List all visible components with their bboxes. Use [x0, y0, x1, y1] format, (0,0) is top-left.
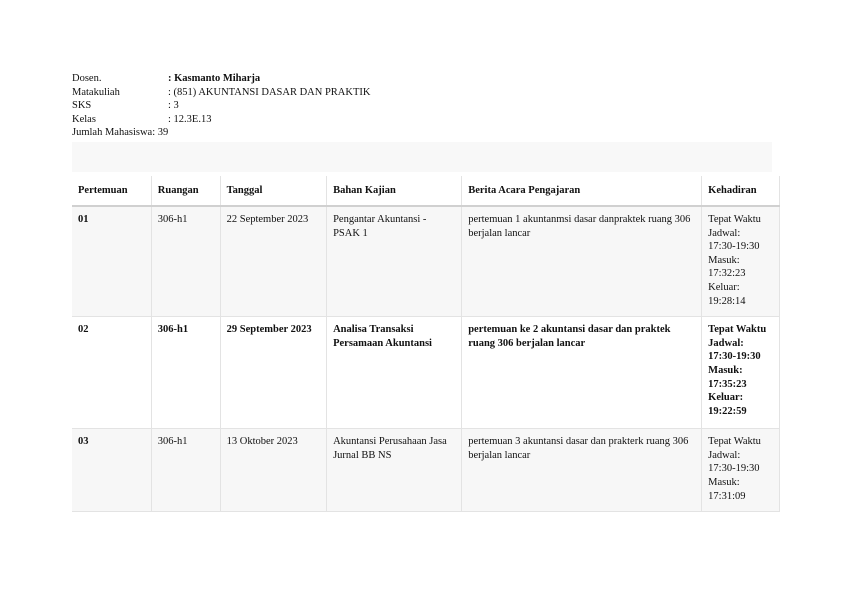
kehadiran-keluar-label: Keluar: [708, 281, 740, 293]
table-row [72, 429, 780, 512]
jumlah-value: : 39 [152, 127, 169, 139]
kehadiran-keluar-value: 19:22:59 [708, 405, 747, 417]
cell-pertemuan: 03 [72, 429, 151, 512]
course-info [72, 72, 370, 140]
kehadiran-masuk-label: Masuk: [708, 254, 740, 266]
cell-tanggal: 13 Oktober 2023 [220, 429, 326, 512]
header-pertemuan: Pertemuan [72, 176, 151, 206]
kehadiran-jadwal-label: Jadwal: [708, 337, 744, 349]
kehadiran-masuk-label: Masuk: [708, 476, 740, 488]
matakuliah-row [72, 86, 370, 100]
kehadiran-masuk-value: 17:31:09 [708, 490, 746, 502]
header-ruangan: Ruangan [151, 176, 220, 206]
cell-ruangan: 306-h1 [151, 206, 220, 317]
kehadiran-jadwal-label: Jadwal: [708, 449, 741, 461]
kehadiran-status: Tepat Waktu [708, 436, 761, 448]
header-band [72, 142, 772, 172]
cell-bahan-kajian: Pengantar Akuntansi - PSAK 1 [327, 206, 462, 317]
kehadiran-status: Tepat Waktu [708, 214, 761, 225]
cell-kehadiran [702, 429, 780, 512]
cell-tanggal: 29 September 2023 [220, 317, 326, 429]
kelas-value: : 12.3E.13 [168, 113, 212, 125]
header-berita-acara: Berita Acara Pengajaran [462, 176, 702, 206]
kehadiran-keluar-label: Keluar: [708, 392, 744, 404]
kehadiran-jadwal-value: 17:30-19:30 [708, 463, 760, 475]
header-tanggal: Tanggal [220, 176, 326, 206]
cell-bahan-kajian: Analisa Transaksi Persamaan Akuntansi [327, 317, 462, 429]
matakuliah-label: Matakuliah [72, 86, 120, 98]
cell-ruangan: 306-h1 [151, 317, 220, 429]
cell-ruangan: 306-h1 [151, 429, 220, 512]
sks-label: SKS [72, 100, 92, 112]
matakuliah-value: : (851) AKUNTANSI DASAR DAN PRAKTIK [168, 86, 371, 98]
cell-berita-acara: pertemuan ke 2 akuntansi dasar dan praktek ruang 306 berjalan lancar [462, 317, 702, 429]
jumlah-row [72, 126, 370, 140]
header-bahan-kajian: Bahan Kajian [327, 176, 462, 206]
cell-kehadiran [702, 317, 780, 429]
cell-tanggal: 22 September 2023 [220, 206, 326, 317]
dosen-label: Dosen. [72, 73, 102, 84]
jumlah-label: Jumlah Mahasiswa [72, 127, 153, 139]
kehadiran-masuk-label: Masuk: [708, 364, 743, 376]
cell-pertemuan: 02 [72, 317, 151, 429]
dosen-value: : Kasmanto Miharja [168, 73, 261, 84]
cell-berita-acara: pertemuan 1 akuntanmsi dasar danpraktek ruang 306 berjalan lancar [462, 206, 702, 317]
table-header-row [72, 176, 780, 206]
attendance-table [72, 176, 780, 512]
cell-bahan-kajian: Akuntansi Perusahaan Jasa Jurnal BB NS [327, 429, 462, 512]
kehadiran-keluar-value: 19:28:14 [708, 295, 746, 307]
table-row [72, 206, 780, 317]
kehadiran-jadwal-value: 17:30-19:30 [708, 351, 761, 363]
table-row [72, 317, 780, 429]
sks-value: : 3 [168, 100, 179, 112]
cell-pertemuan: 01 [72, 206, 151, 317]
kehadiran-masuk-value: 17:35:23 [708, 378, 747, 390]
cell-kehadiran [702, 206, 780, 317]
dosen-row [72, 72, 370, 86]
kehadiran-jadwal-value: 17:30-19:30 [708, 241, 760, 253]
kelas-row [72, 113, 370, 127]
kehadiran-jadwal-label: Jadwal: [708, 227, 741, 239]
kelas-label: Kelas [72, 113, 96, 125]
kehadiran-masuk-value: 17:32:23 [708, 268, 746, 280]
sks-row [72, 99, 370, 113]
kehadiran-status: Tepat Waktu [708, 324, 767, 336]
cell-berita-acara: pertemuan 3 akuntansi dasar dan prakterk ruang 306 berjalan lancar [462, 429, 702, 512]
header-kehadiran: Kehadiran [702, 176, 780, 206]
